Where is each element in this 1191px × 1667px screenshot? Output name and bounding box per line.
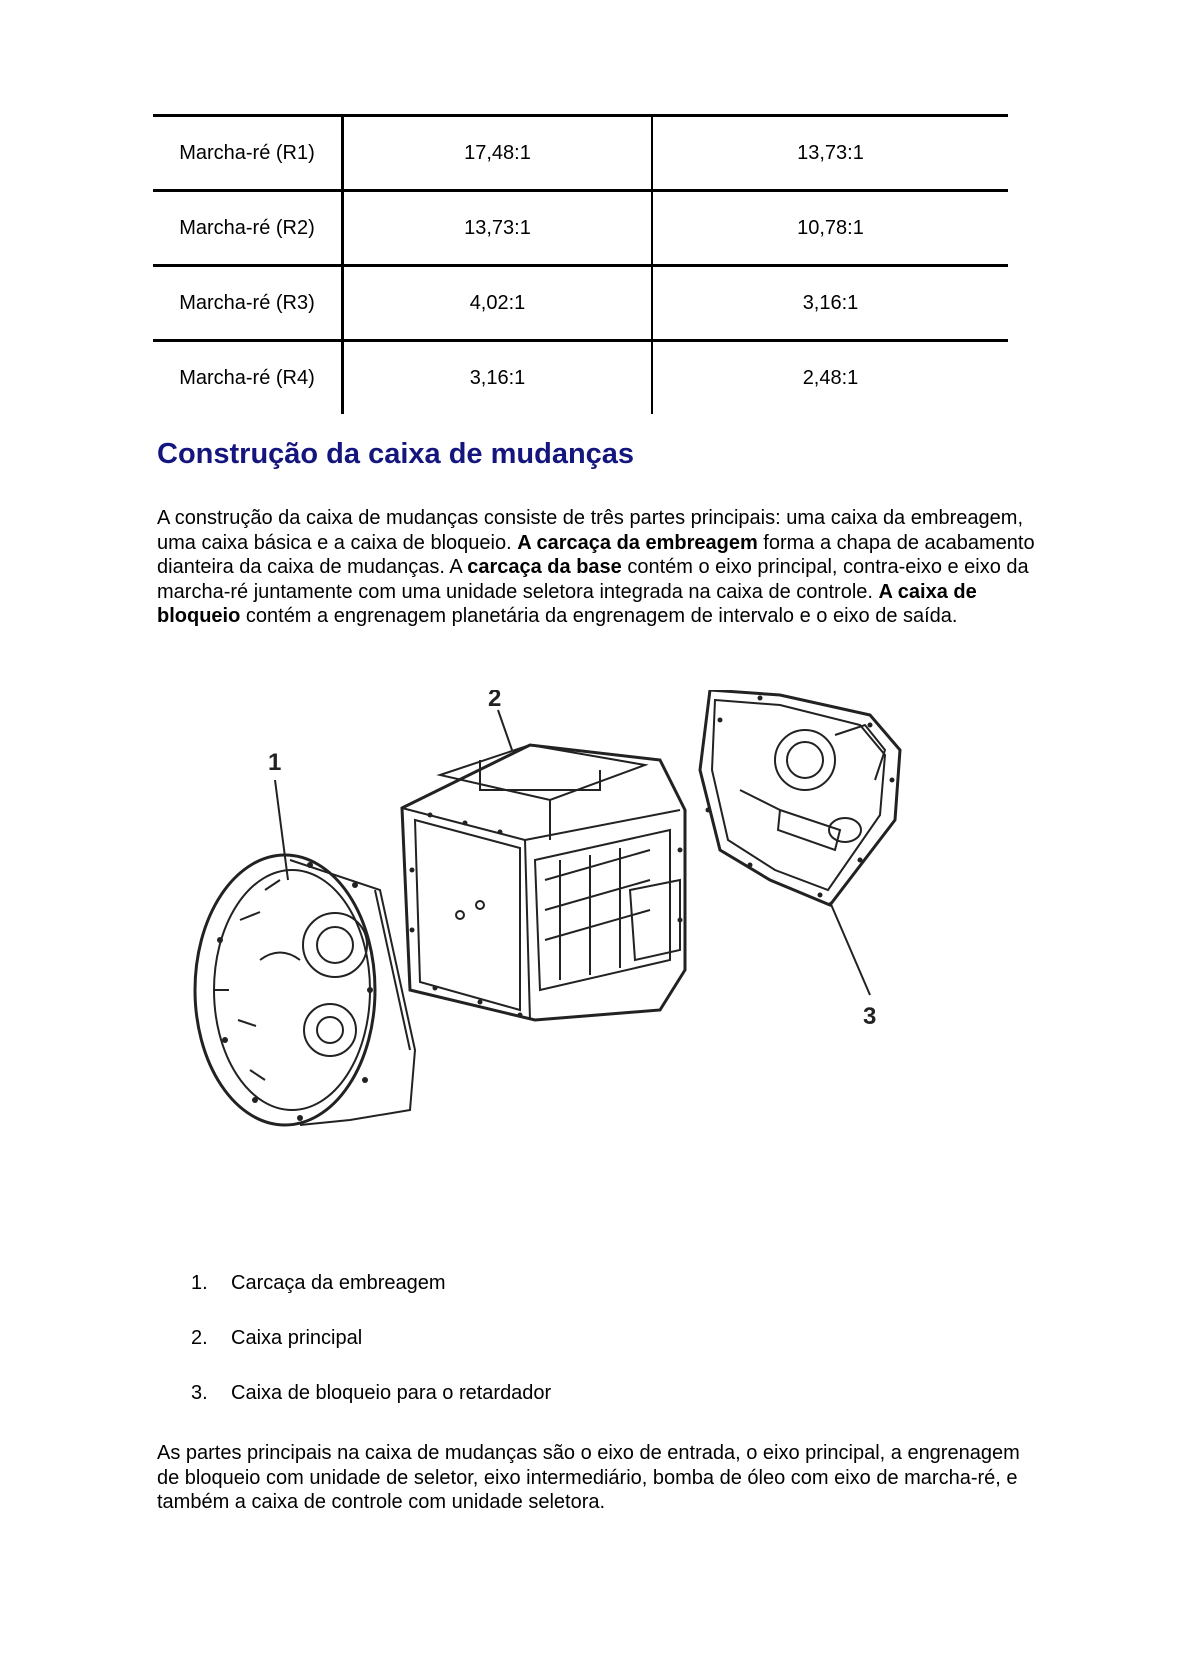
callout-1: 1 (268, 749, 282, 776)
list-item (191, 1327, 551, 1382)
callout-2: 2 (488, 690, 502, 712)
list-number: 2. (191, 1327, 208, 1349)
table-row (153, 116, 1008, 191)
gear-label: Marcha-ré (R4) (153, 341, 343, 415)
ratio-table (153, 114, 1008, 414)
ratio-value: 3,16:1 (652, 266, 1008, 341)
ratio-value: 4,02:1 (343, 266, 653, 341)
list-label: Carcaça da embreagem (231, 1272, 446, 1294)
list-number: 3. (191, 1382, 208, 1404)
clutch-housing-drawing (195, 855, 415, 1125)
section-title: Construção da caixa de mudanças (157, 438, 635, 470)
ratio-value: 2,48:1 (652, 341, 1008, 415)
ratio-value: 10,78:1 (652, 191, 1008, 266)
list-item (191, 1382, 551, 1437)
gear-label: Marcha-ré (R1) (153, 116, 343, 191)
gearbox-exploded-figure (180, 690, 1000, 1210)
callout-3: 3 (863, 1003, 877, 1030)
table-row (153, 191, 1008, 266)
ratio-value: 13,73:1 (343, 191, 653, 266)
table-row (153, 341, 1008, 415)
list-label: Caixa de bloqueio para o retardador (231, 1382, 552, 1404)
gear-label: Marcha-ré (R2) (153, 191, 343, 266)
table-row (153, 266, 1008, 341)
ratio-value: 13,73:1 (652, 116, 1008, 191)
list-item (191, 1272, 551, 1327)
list-label: Caixa principal (231, 1327, 363, 1349)
summary-paragraph: As partes principais na caixa de mudanças são o eixo de entrada, o eixo principal, a engrenagem de bloqueio com unidade de seletor, eixo intermediário, bomba de óleo com eixo de marcha-ré, e também a caixa de controle com unidade seletora. (157, 1442, 1020, 1513)
list-number: 1. (191, 1272, 208, 1294)
parts-list (191, 1272, 551, 1437)
ratio-value: 3,16:1 (343, 341, 653, 415)
gear-label: Marcha-ré (R3) (153, 266, 343, 341)
ratio-value: 17,48:1 (343, 116, 653, 191)
lock-housing-drawing (700, 690, 900, 905)
intro-paragraph: A construção da caixa de mudanças consiste de três partes principais: uma caixa da embreagem, uma caixa básica e a caixa de bloqueio. A carcaça da embreagem forma a chapa de acabamento dianteira da caixa de mudanças. A carcaça da base contém o eixo principal, contra-eixo e eixo da marcha-ré juntamente com uma unidade seletora integrada na caixa de controle. A caixa de bloqueio contém a engrenagem planetária da engrenagem de intervalo e o eixo de saída. (157, 507, 1035, 627)
main-housing-drawing (402, 745, 685, 1020)
